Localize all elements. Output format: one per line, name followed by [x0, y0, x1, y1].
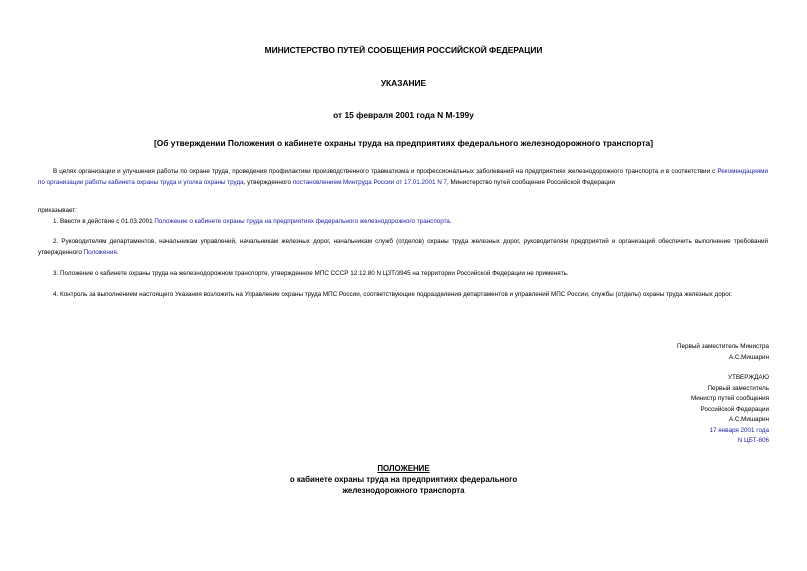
- approval-line-1: Первый заместитель: [707, 384, 769, 392]
- item-3: 3. Положение о кабинете охраны труда на железнодорожном транспорте, утвержденное МПС СССР 12.12.80 N ЦЗТ/3945 на территории Российской Федерации не применять.: [53, 270, 569, 277]
- item-2-text: 2. Руководителям департаментов, начальникам управлений, начальникам железных дорог, начальникам служб (отделов) охраны труда железных дорог, руководителям предприятий и организаций обеспечить выполнение требований утвержденного: [38, 238, 768, 256]
- approval-date-link[interactable]: 17 января 2001 года: [709, 426, 769, 434]
- polozhenie-short-link[interactable]: Положения: [83, 248, 117, 256]
- item-1: [38, 217, 768, 228]
- polozhenie-subtitle-2: железнодорожного транспорта: [342, 486, 465, 495]
- item-1-end: .: [449, 218, 452, 225]
- item-2: [38, 237, 768, 258]
- intro-text-a: В целях организации и улучшения работы по охране труда, проведения профилактики производственного травматизма и профессиональных заболеваний на предприятиях железнодорожного транспорта и в соответствии с: [53, 168, 718, 175]
- approval-title: УТВЕРЖДАЮ: [727, 374, 769, 381]
- approval-number-link[interactable]: N ЦБТ-806: [737, 437, 769, 444]
- mintrud-resolution-link[interactable]: постановлением Минтруда России от 17.01.2001 N 7: [292, 178, 448, 186]
- intro-text-c: , Министерство путей сообщения Российской Федерации: [447, 178, 616, 186]
- approval-line-3: Российской Федерации: [700, 405, 769, 413]
- signature-block: [677, 342, 769, 363]
- signature-name: А.С.Мишарин: [728, 353, 769, 361]
- item-1-text: 1. Ввести в действие с 01.03.2001: [53, 218, 155, 225]
- ministry-heading: МИНИСТЕРСТВО ПУТЕЙ СООБЩЕНИЯ РОССИЙСКОЙ ФЕДЕРАЦИИ: [264, 45, 543, 55]
- approval-line-2: Министр путей сообщения: [690, 395, 769, 402]
- orders-label: приказывает:: [38, 207, 77, 214]
- polozhenie-subtitle-1: о кабинете охраны труда на предприятиях федерального: [289, 475, 518, 484]
- recommendations-link[interactable]: Рекомендациями по организации работы кабинета охраны труда и уголка охраны труда: [38, 168, 768, 186]
- document-type-heading: УКАЗАНИЕ: [380, 78, 427, 88]
- intro-text-b: , утвержденного: [243, 178, 293, 186]
- polozhenie-link[interactable]: Положение о кабинете охраны труда на предприятиях федерального железнодорожного транспорта: [154, 218, 450, 225]
- item-2-end: .: [116, 248, 119, 256]
- polozhenie-heading: [0, 463, 807, 496]
- subject-heading: [Об утверждении Положения о кабинете охраны труда на предприятиях федерального железнодорожного транспорта]: [153, 138, 654, 148]
- signature-position: Первый заместитель Министра: [676, 343, 769, 350]
- intro-paragraph: [38, 167, 768, 188]
- polozhenie-title: ПОЛОЖЕНИЕ: [377, 464, 430, 473]
- date-number-heading: от 15 февраля 2001 года N М-199у: [333, 110, 474, 120]
- approval-line-4: А.С.Мишарин: [728, 416, 769, 423]
- item-4: 4. Контроль за выполнением настоящего Указания возложить на Управление охраны труда МПС России, соответствующие подразделения департаментов и управлений МПС России, службы (отделы) охраны труда железных дорог.: [53, 291, 733, 298]
- approval-block: [691, 373, 769, 447]
